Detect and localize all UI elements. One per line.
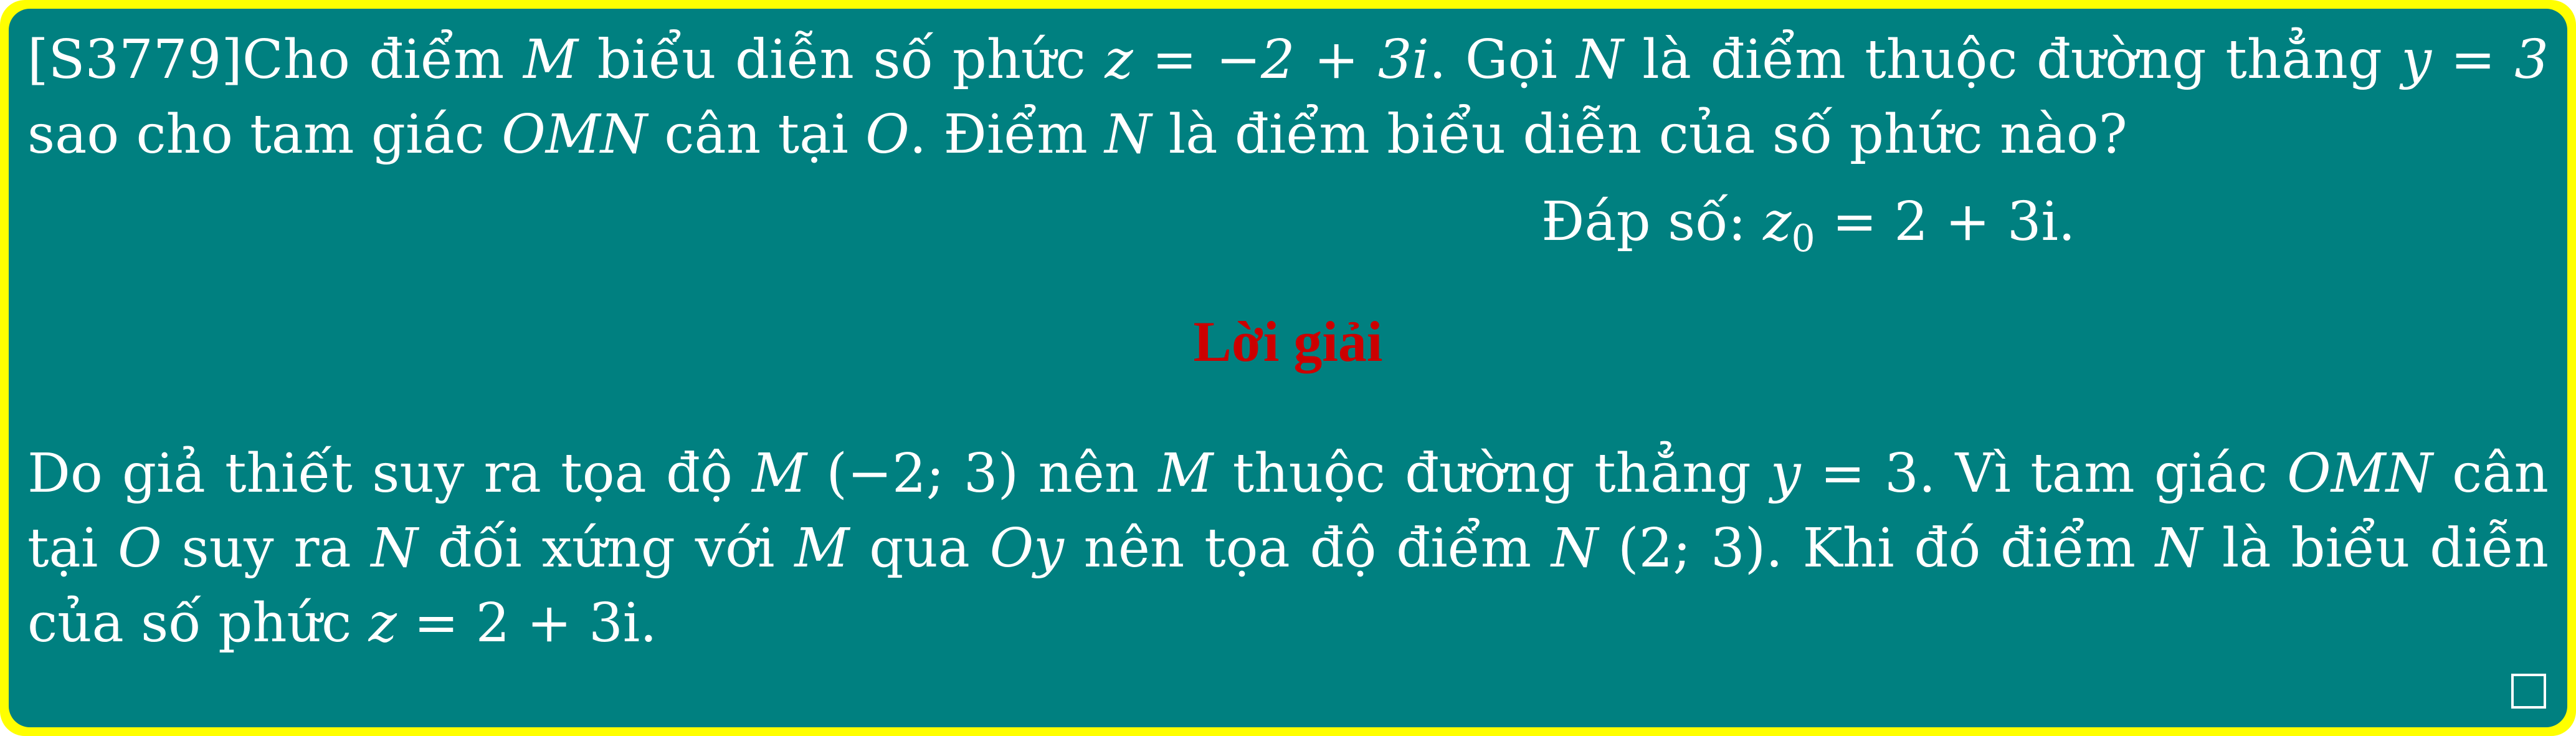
solution-run: nên tọa độ điểm — [1063, 517, 1551, 580]
math-var: N — [1576, 29, 1623, 91]
math-var: Oy — [989, 517, 1064, 580]
solution-run: suy ra — [161, 517, 371, 580]
problem-text: . Gọi — [1429, 29, 1577, 91]
answer-label: Đáp số: — [1541, 191, 1764, 253]
problem-statement — [27, 22, 2549, 172]
solution-text — [27, 436, 2549, 661]
solution-run: cân tại — [27, 442, 2549, 580]
problem-text: . Điểm — [909, 103, 1105, 166]
math-var: OMN — [2287, 442, 2433, 505]
math-var: O — [118, 517, 162, 580]
solution-run: (−2; 3) nên — [807, 442, 1159, 505]
math-var: N — [371, 517, 418, 580]
problem-panel — [9, 9, 2567, 727]
answer-value: = 2 + 3i. — [1815, 191, 2076, 253]
solution-run: qua — [849, 517, 990, 580]
answer-line — [1541, 184, 2075, 259]
math-var: y — [1770, 442, 1801, 505]
solution-run: = 2 + 3i. — [396, 592, 657, 654]
solution-run: thuộc đường thẳng — [1213, 442, 1770, 505]
math-var: O — [865, 103, 910, 166]
solution-run: là biểu diễn của số phức — [27, 517, 2549, 654]
answer-variable: z — [1763, 191, 1792, 253]
math-expression: y = 3 — [2401, 29, 2549, 91]
problem-id: [S3779] — [27, 29, 242, 91]
problem-text: cân tại — [647, 103, 866, 166]
math-var: N — [1105, 103, 1152, 166]
solution-run: (2; 3). Khi đó điểm — [1598, 517, 2155, 580]
math-var: z — [368, 592, 397, 654]
solution-run: đối xứng với — [417, 517, 795, 580]
math-var: OMN — [501, 103, 648, 166]
solution-run: Do giả thiết suy ra tọa độ — [27, 442, 753, 505]
math-expression: z = −2 + 3i — [1105, 29, 1430, 91]
solution-run: = 3. Vì tam giác — [1800, 442, 2288, 505]
math-var: N — [2155, 517, 2203, 580]
problem-text: sao cho tam giác — [27, 103, 502, 166]
math-var: M — [752, 442, 807, 505]
answer-subscript: 0 — [1791, 217, 1815, 260]
problem-text: là điểm thuộc đường thẳng — [1623, 29, 2402, 91]
qed-square-icon — [2511, 674, 2546, 709]
math-var: M — [794, 517, 850, 580]
solution-heading: Lời giải — [1193, 310, 1383, 373]
math-var: M — [523, 29, 579, 91]
problem-text: là điểm biểu diễn của số phức nào? — [1151, 103, 2127, 166]
problem-text: biểu diễn số phức — [578, 29, 1105, 91]
math-var: N — [1551, 517, 1599, 580]
problem-text: Cho điểm — [242, 29, 523, 91]
math-var: M — [1158, 442, 1214, 505]
